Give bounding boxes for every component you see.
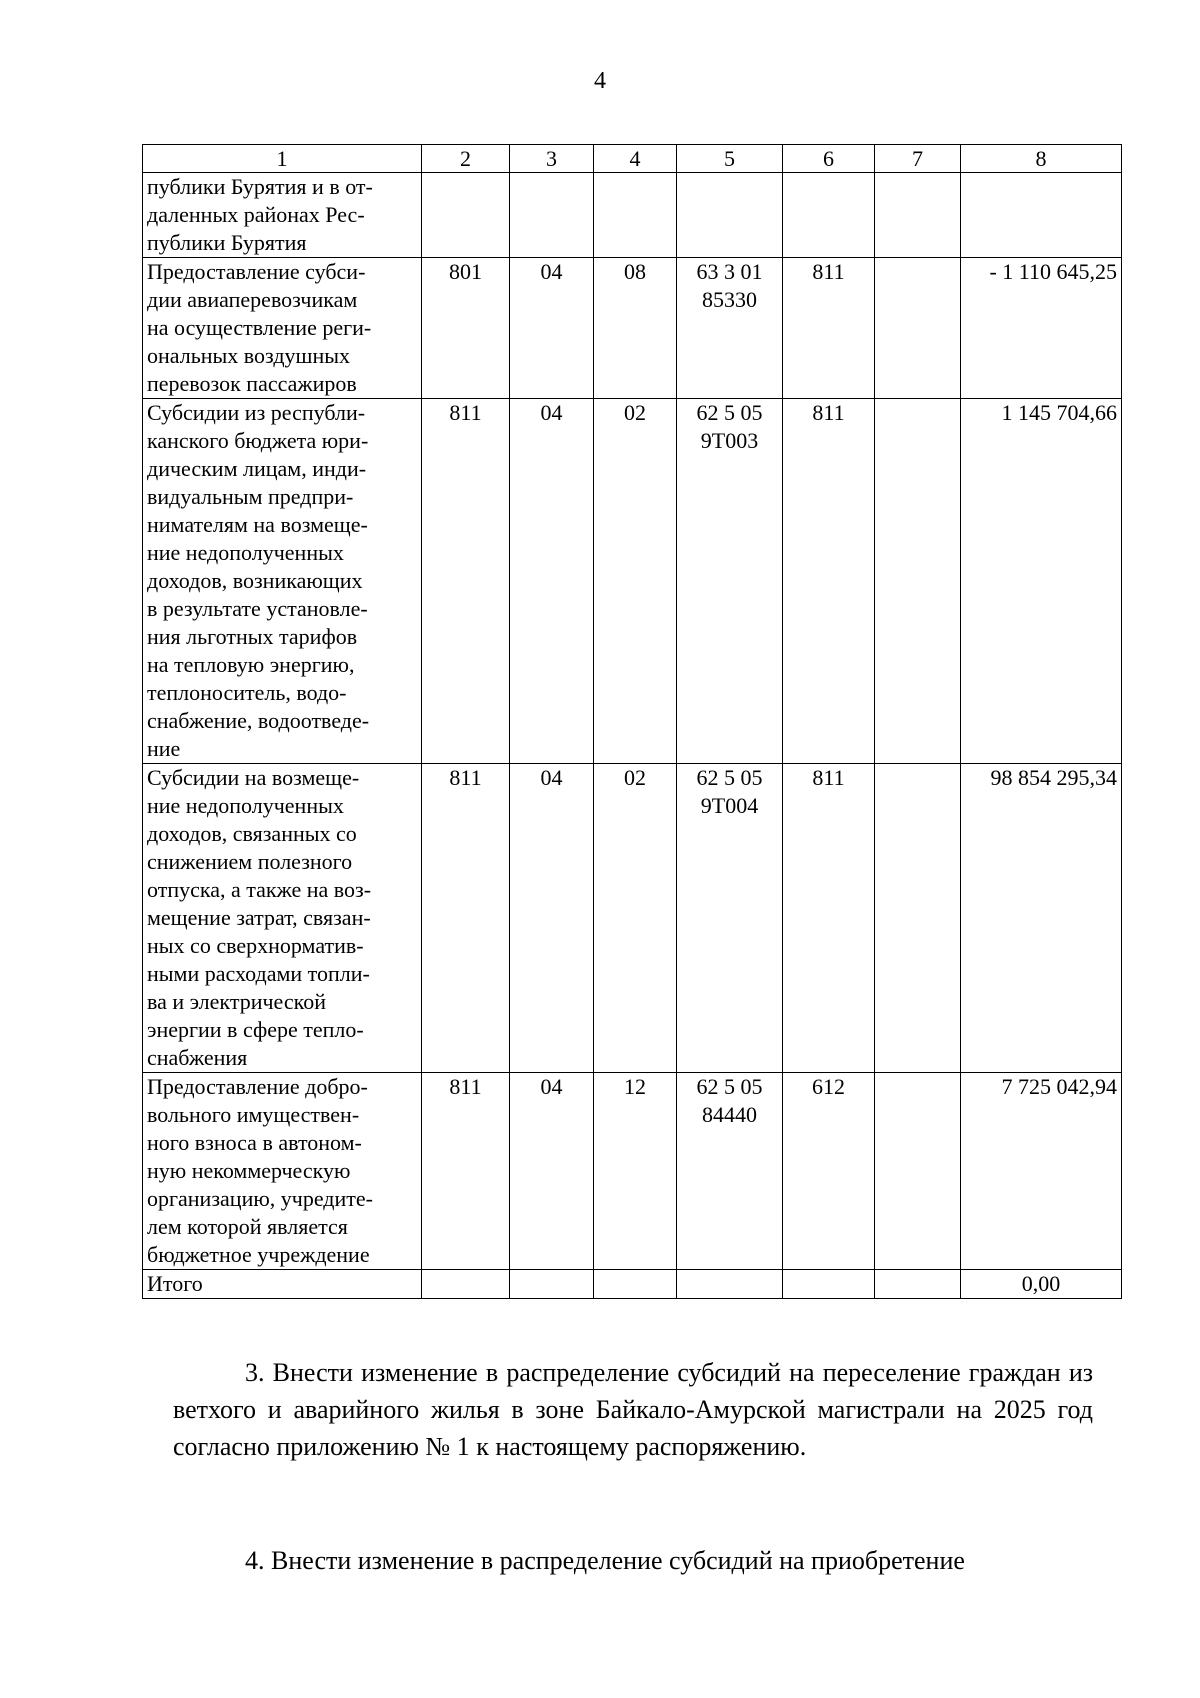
table-row — [143, 173, 1122, 258]
cell-amount — [961, 173, 1122, 258]
column-header: 5 — [677, 145, 783, 173]
cell-amount: 7 725 042,94 — [961, 1073, 1122, 1270]
cell-col3: 04 — [510, 764, 594, 1073]
total-empty-cell — [677, 1270, 783, 1299]
budget-table — [142, 144, 1122, 1299]
cell-col7 — [875, 764, 961, 1073]
cell-col4: 02 — [594, 399, 677, 764]
column-header: 6 — [783, 145, 875, 173]
column-header: 1 — [143, 145, 422, 173]
cell-amount: 98 854 295,34 — [961, 764, 1122, 1073]
total-empty-cell — [594, 1270, 677, 1299]
cell-col6 — [783, 173, 875, 258]
table-row — [143, 1073, 1122, 1270]
table-total-row — [143, 1270, 1122, 1299]
cell-col4 — [594, 173, 677, 258]
table-header-row — [143, 145, 1122, 173]
cell-col4: 08 — [594, 258, 677, 399]
table-row — [143, 399, 1122, 764]
cell-col5: 62 5 05 9Т004 — [677, 764, 783, 1073]
total-empty-cell — [510, 1270, 594, 1299]
table-row — [143, 258, 1122, 399]
row-description: Предоставление добро- вольного имуществен- ного взноса в автоном- ную некоммерческую организацию, учредите- лем которой является бюджетное учреждение — [143, 1073, 422, 1270]
total-value: 0,00 — [961, 1270, 1122, 1299]
total-empty-cell — [875, 1270, 961, 1299]
cell-col6: 811 — [783, 764, 875, 1073]
cell-col2: 811 — [422, 399, 510, 764]
cell-col2: 811 — [422, 764, 510, 1073]
cell-col4: 12 — [594, 1073, 677, 1270]
cell-col5 — [677, 173, 783, 258]
paragraph-3: 3. Внести изменение в распределение субсидий на переселение граждан из ветхого и аварийного жилья в зоне Байкало-Амурской магистрали на 2025 год согласно приложению № 1 к настоящему распоряжению. — [173, 1358, 1093, 1461]
cell-col3 — [510, 173, 594, 258]
cell-col2: 811 — [422, 1073, 510, 1270]
cell-col4: 02 — [594, 764, 677, 1073]
cell-col7 — [875, 258, 961, 399]
cell-amount: - 1 110 645,25 — [961, 258, 1122, 399]
column-header: 2 — [422, 145, 510, 173]
paragraph-4: 4. Внести изменение в распределение субсидий на приобретение — [245, 1546, 965, 1575]
cell-col3: 04 — [510, 1073, 594, 1270]
row-description: Субсидии на возмеще- ние недополученных доходов, связанных со снижением полезного отпуска, а также на воз- мещение затрат, связан- ных со сверхнорматив- ными расходами топли- ва и электрической энергии в сфере тепло- снабжения — [143, 764, 422, 1073]
total-label: Итого — [143, 1270, 422, 1299]
table-row — [143, 764, 1122, 1073]
page-number: 4 — [594, 68, 606, 94]
row-description: Субсидии из республи- канского бюджета юри- дическим лицам, инди- видуальным предпри- нимателям на возмеще- ние недополученных доходов, возникающих в результате установле- ния льготных тарифов на тепловую энергию, теплоноситель, водо- снабжение, водоотведе- ние — [143, 399, 422, 764]
row-description: публики Бурятия и в от- даленных районах Рес- публики Бурятия — [143, 173, 422, 258]
column-header: 4 — [594, 145, 677, 173]
cell-col2: 801 — [422, 258, 510, 399]
cell-col6: 811 — [783, 399, 875, 764]
cell-col3: 04 — [510, 258, 594, 399]
column-header: 8 — [961, 145, 1122, 173]
cell-col2 — [422, 173, 510, 258]
cell-col7 — [875, 399, 961, 764]
total-empty-cell — [783, 1270, 875, 1299]
column-header: 7 — [875, 145, 961, 173]
column-header: 3 — [510, 145, 594, 173]
cell-col6: 811 — [783, 258, 875, 399]
cell-col5: 62 5 05 9Т003 — [677, 399, 783, 764]
row-description: Предоставление субси- дии авиаперевозчикам на осуществление реги- ональных воздушных перевозок пассажиров — [143, 258, 422, 399]
cell-col3: 04 — [510, 399, 594, 764]
cell-col7 — [875, 1073, 961, 1270]
cell-col5: 62 5 05 84440 — [677, 1073, 783, 1270]
cell-col5: 63 3 01 85330 — [677, 258, 783, 399]
cell-col6: 612 — [783, 1073, 875, 1270]
total-empty-cell — [422, 1270, 510, 1299]
cell-amount: 1 145 704,66 — [961, 399, 1122, 764]
cell-col7 — [875, 173, 961, 258]
